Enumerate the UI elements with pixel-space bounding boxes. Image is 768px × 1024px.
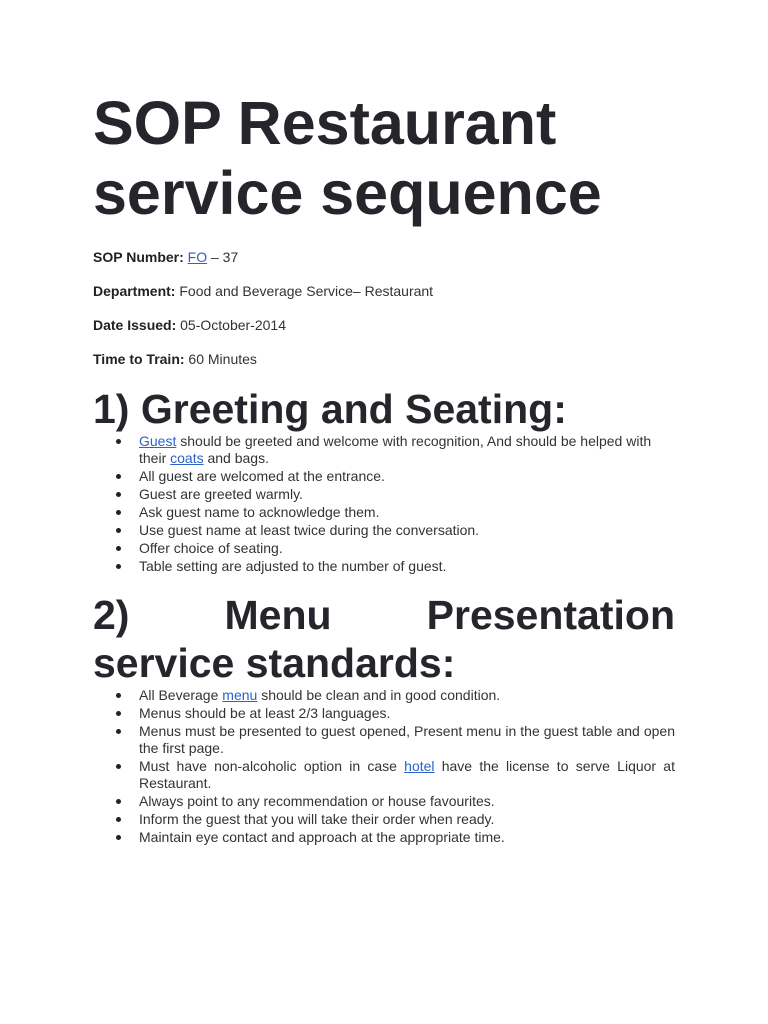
list-item: Always point to any recommendation or house favourites.	[93, 793, 675, 810]
list-item-text: Must have non-alcoholic option in case	[139, 758, 405, 774]
list-item-text: have the license to serve Liquor at Restaurant.	[139, 758, 675, 791]
time-to-train-label: Time to Train:	[93, 351, 185, 367]
sop-number-line	[93, 248, 675, 266]
department-line	[93, 282, 675, 300]
section-heading-menu	[93, 591, 675, 687]
list-item: Inform the guest that you will take their order when ready.	[93, 811, 675, 828]
department-value: Food and Beverage Service– Restaurant	[175, 283, 434, 299]
section-heading-greeting: 1) Greeting and Seating:	[93, 386, 567, 432]
date-issued-value: 05-October-2014	[176, 317, 286, 333]
hotel-link[interactable]: hotel	[404, 758, 435, 774]
list-item	[93, 758, 675, 792]
document-page	[93, 88, 675, 847]
list-item: Use guest name at least twice during the conversation.	[93, 522, 675, 539]
list-item: Maintain eye contact and approach at the appropriate time.	[93, 829, 675, 846]
coats-link[interactable]: coats	[170, 450, 204, 466]
sop-number-label: SOP Number:	[93, 249, 184, 265]
date-issued-line	[93, 316, 675, 334]
title-line-2: service sequence	[93, 159, 602, 227]
section-heading-menu-line-1	[93, 591, 675, 639]
list-item: Offer choice of seating.	[93, 540, 675, 557]
title-line-1: SOP Restaurant	[93, 89, 557, 157]
list-item: Ask guest name to acknowledge them.	[93, 504, 675, 521]
list-item-text: and bags.	[203, 450, 269, 466]
list-item-text: All Beverage	[139, 687, 223, 703]
list-item-text: should be greeted and welcome with recognition, And should be helped with their	[139, 433, 652, 466]
sop-number-value: – 37	[207, 249, 239, 265]
menu-presentation-list	[93, 687, 675, 846]
list-item: Table setting are adjusted to the number of guest.	[93, 558, 675, 575]
list-item	[93, 433, 675, 467]
menu-link[interactable]: menu	[222, 687, 258, 703]
heading-word: Presentation	[426, 592, 675, 638]
section-heading-menu-line-2: service standards:	[93, 640, 456, 686]
guest-link[interactable]: Guest	[139, 433, 177, 449]
list-item-text: should be clean and in good condition.	[257, 687, 501, 703]
date-issued-label: Date Issued:	[93, 317, 177, 333]
heading-word: 2)	[93, 592, 130, 638]
time-to-train-value: 60 Minutes	[184, 351, 257, 367]
list-item: Menus must be presented to guest opened, Present menu in the guest table and open the first page.	[93, 723, 675, 757]
time-to-train-line	[93, 350, 675, 368]
list-item: Menus should be at least 2/3 languages.	[93, 705, 675, 722]
list-item: All guest are welcomed at the entrance.	[93, 468, 675, 485]
list-item	[93, 687, 675, 704]
department-label: Department:	[93, 283, 176, 299]
page-title	[93, 88, 675, 228]
heading-word: Menu	[224, 592, 332, 638]
sop-number-link[interactable]: FO	[187, 249, 208, 265]
greeting-list	[93, 433, 675, 575]
list-item: Guest are greeted warmly.	[93, 486, 675, 503]
